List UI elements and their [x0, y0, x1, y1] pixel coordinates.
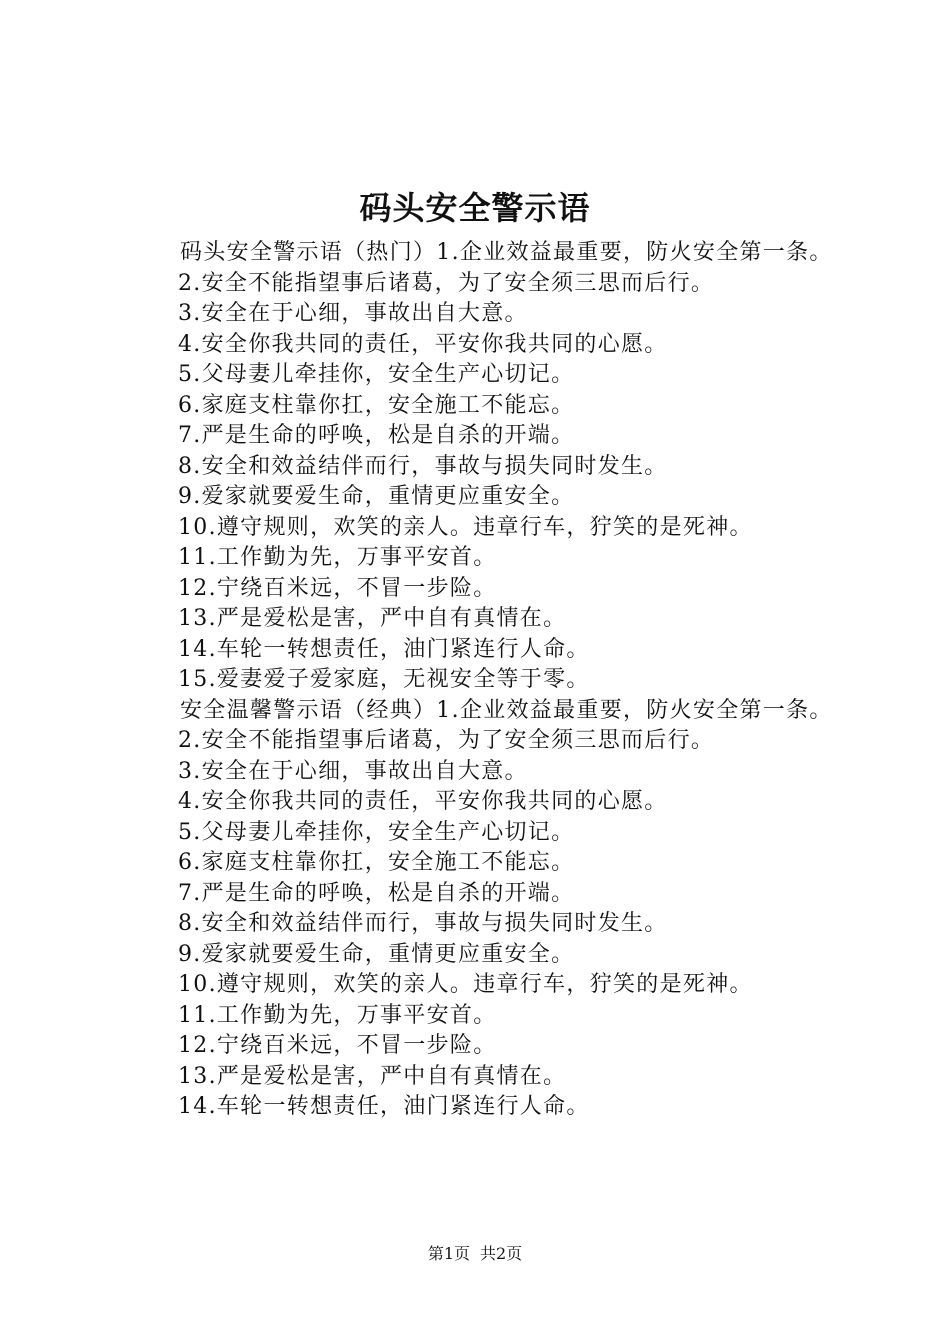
list-item: 13.严是爱松是害，严中自有真情在。 — [178, 1063, 567, 1089]
list-item: 6.家庭支柱靠你扛，安全施工不能忘。 — [178, 392, 575, 418]
page-number-current: 第1页 — [427, 1244, 470, 1263]
page-footer — [0, 1243, 950, 1265]
list-item: 6.家庭支柱靠你扛，安全施工不能忘。 — [178, 850, 575, 875]
list-item: 4.安全你我共同的责任，平安你我共同的心愿。 — [178, 789, 668, 814]
document-title: 码头安全警示语 — [359, 189, 591, 227]
list-item: 10.遵守规则，欢笑的亲人。违章行车，狞笑的是死神。 — [178, 514, 753, 540]
list-item: 7.严是生命的呼唤，松是自杀的开端。 — [178, 880, 575, 906]
list-item: 8.安全和效益结伴而行，事故与损失同时发生。 — [178, 453, 668, 479]
list-item: 14.车轮一转想责任，油门紧连行人命。 — [178, 1094, 590, 1119]
list-item: 9.爱家就要爱生命，重情更应重安全。 — [178, 484, 575, 509]
list-item: 11.工作勤为先，万事平安首。 — [178, 1002, 497, 1028]
list-item: 5.父母妻儿牵挂你，安全生产心切记。 — [178, 819, 575, 845]
list-item: 15.爱妻爱子爱家庭，无视安全等于零。 — [178, 667, 590, 692]
list-item: 5.父母妻儿牵挂你，安全生产心切记。 — [178, 362, 575, 387]
page-number-total: 共2页 — [480, 1244, 523, 1263]
list-item: 9.爱家就要爱生命，重情更应重安全。 — [178, 941, 575, 967]
section-intro: 码头安全警示语（热门）1.企业效益最重要，防火安全第一条。 — [180, 240, 833, 265]
list-item: 13.严是爱松是害，严中自有真情在。 — [178, 606, 567, 631]
list-item: 12.宁绕百米远，不冒一步险。 — [178, 1033, 497, 1058]
section-intro: 安全温馨警示语（经典）1.企业效益最重要，防火安全第一条。 — [180, 697, 833, 723]
list-item: 10.遵守规则，欢笑的亲人。违章行车，狞笑的是死神。 — [178, 972, 753, 997]
list-item: 12.宁绕百米远，不冒一步险。 — [178, 575, 497, 601]
list-item: 3.安全在于心细，事故出自大意。 — [178, 301, 528, 326]
list-item: 3.安全在于心细，事故出自大意。 — [178, 758, 528, 784]
list-item: 7.严是生命的呼唤，松是自杀的开端。 — [178, 423, 575, 448]
list-item: 4.安全你我共同的责任，平安你我共同的心愿。 — [178, 331, 668, 357]
list-item: 2.安全不能指望事后诸葛，为了安全须三思而后行。 — [178, 270, 715, 296]
list-item: 8.安全和效益结伴而行，事故与损失同时发生。 — [178, 911, 668, 936]
list-item: 14.车轮一转想责任，油门紧连行人命。 — [178, 636, 590, 662]
document-body — [128, 238, 840, 1123]
list-item: 11.工作勤为先，万事平安首。 — [178, 545, 497, 570]
list-item: 2.安全不能指望事后诸葛，为了安全须三思而后行。 — [178, 728, 715, 753]
